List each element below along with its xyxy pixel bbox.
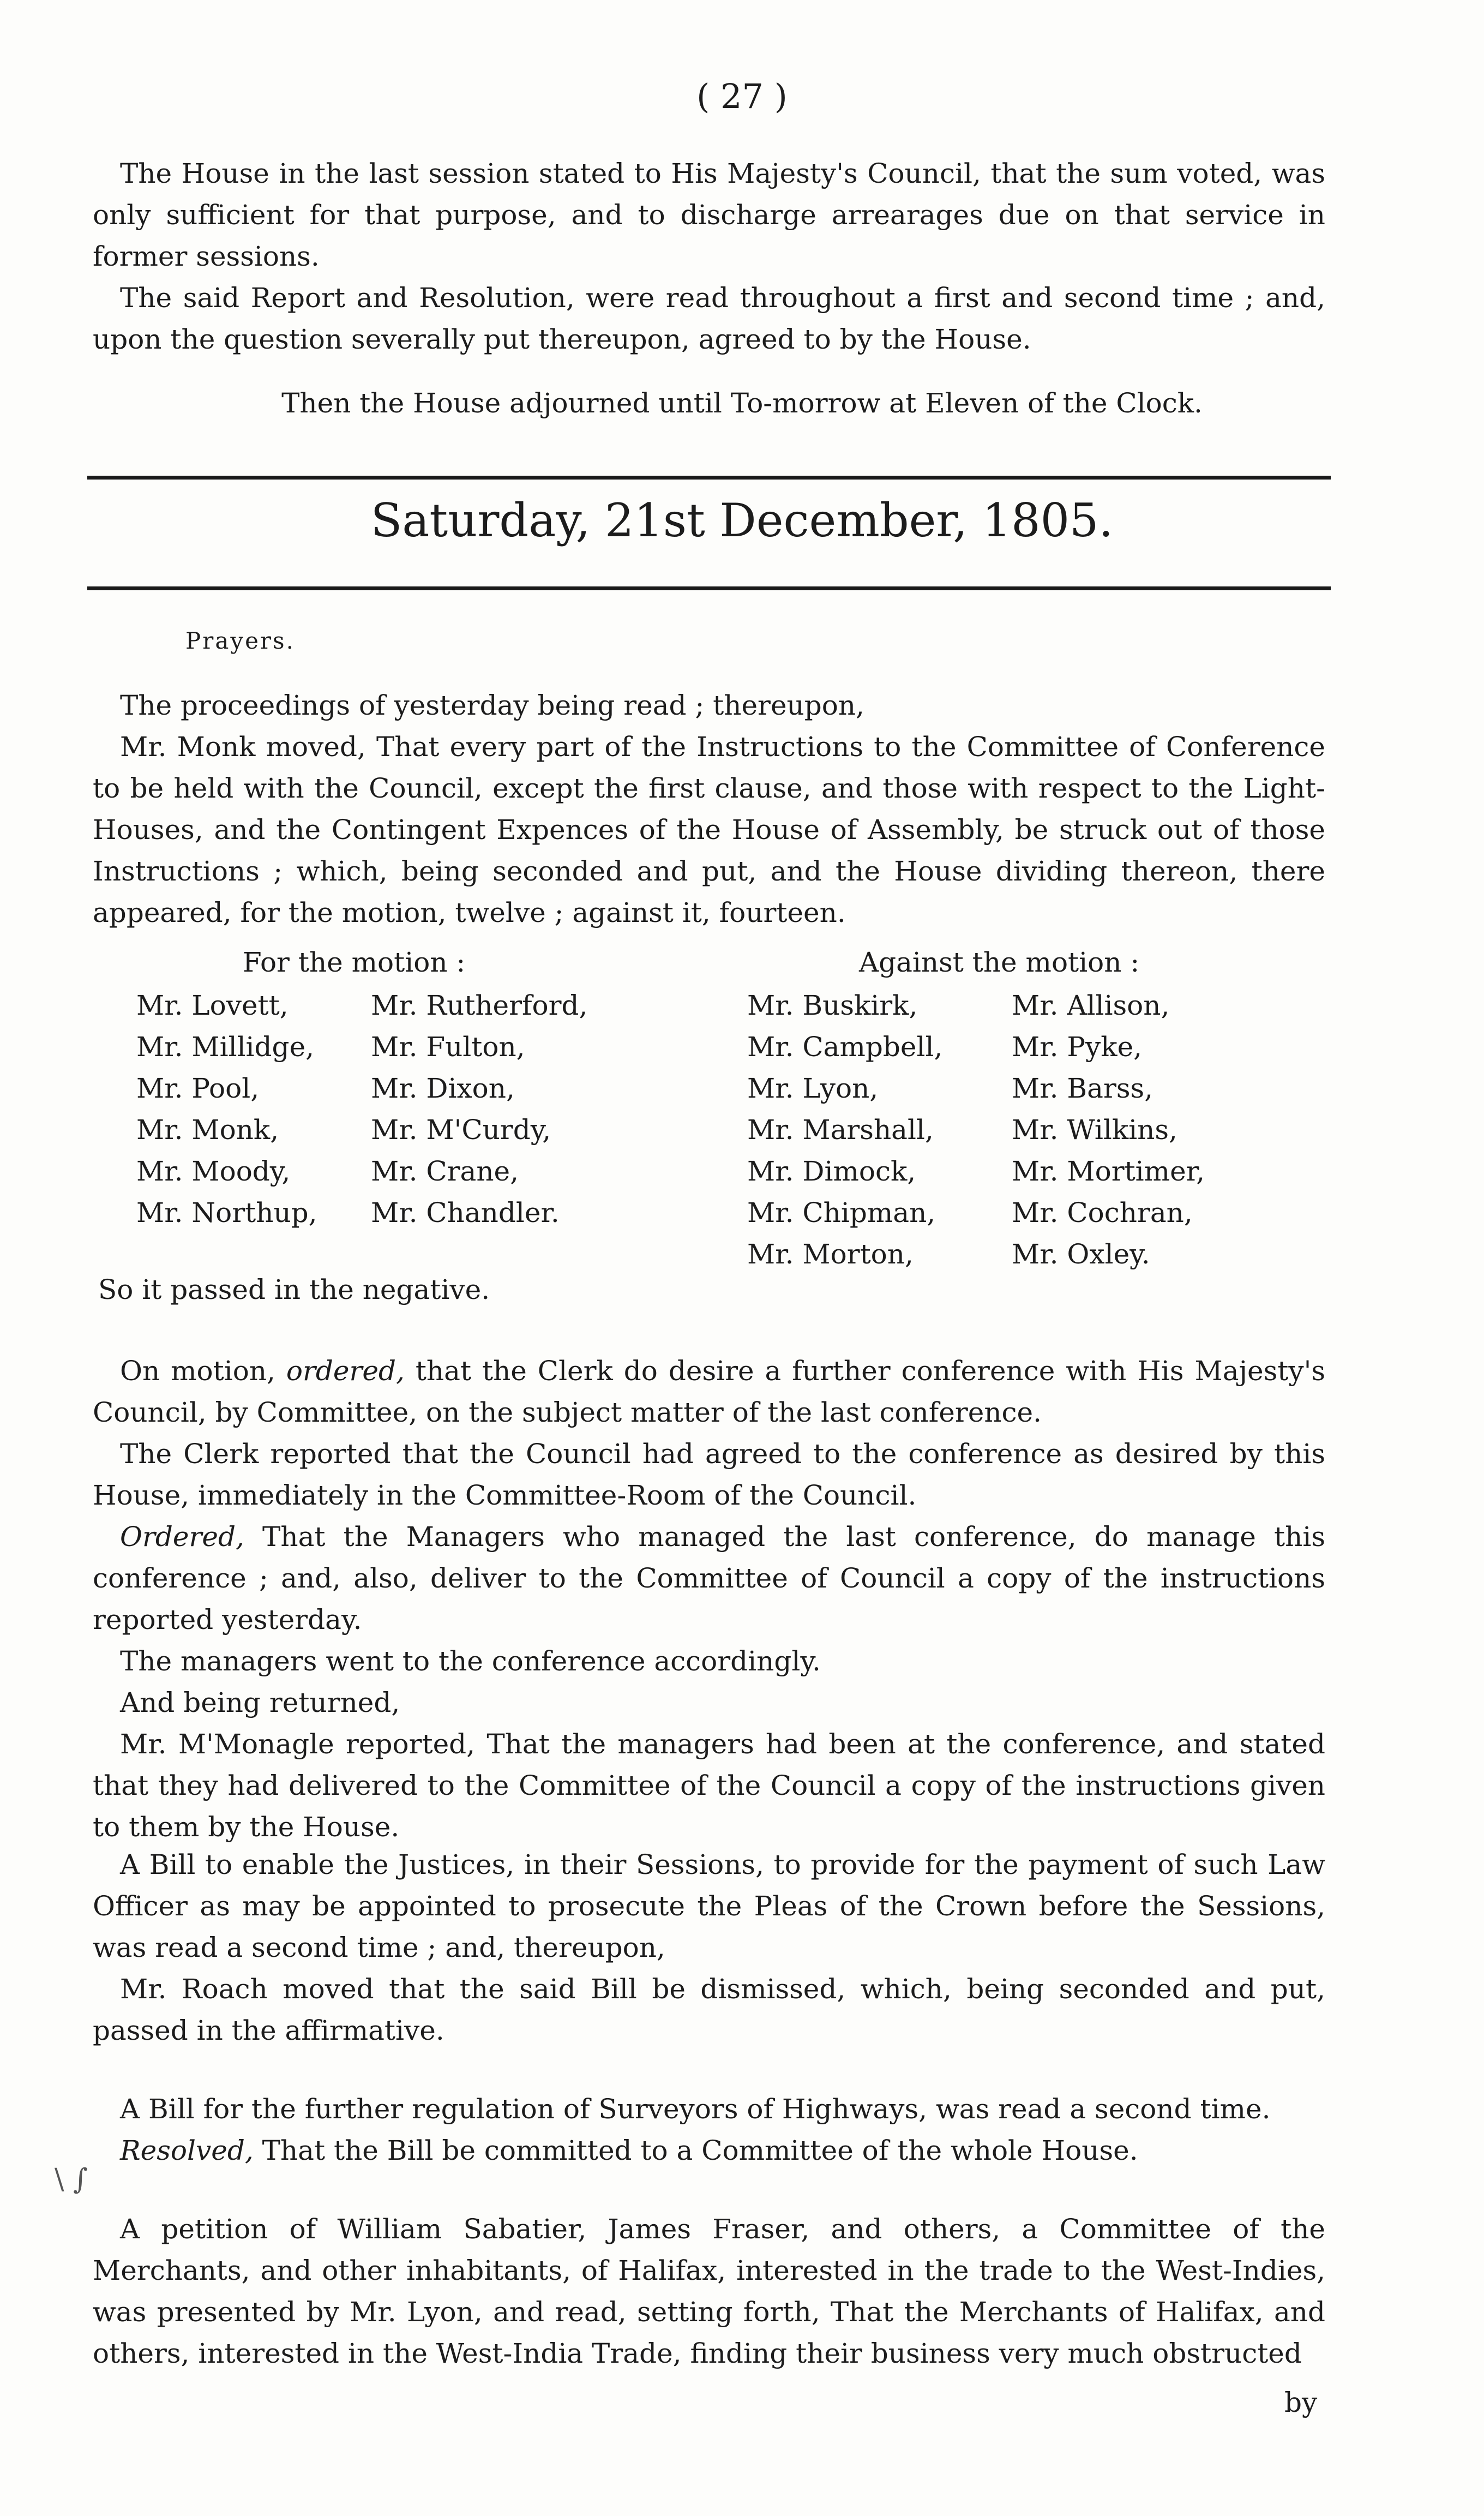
against-column-2: [1012, 985, 1205, 1275]
member-name: Mr. M'Curdy,: [371, 1114, 551, 1146]
catchword: by: [1284, 2387, 1318, 2418]
member-name: Mr. Cochran,: [1012, 1197, 1193, 1229]
paragraph-roach-motion: Mr. Roach moved that the said Bill be dismissed, which, being seconded and put, passed in the affirmative.: [93, 1973, 1325, 2046]
resolved-italic: Resolved,: [120, 2135, 254, 2166]
paragraph-resolved: [93, 2130, 1325, 2171]
member-name: Mr. Morton,: [747, 1238, 914, 1270]
member-name: Mr. Northup,: [136, 1197, 317, 1229]
for-column-1: [136, 985, 317, 1233]
motion-text: that the Clerk do desire a further conference with His Majesty's Council, by Committee, on the subject matter of the last conference.: [93, 1355, 1326, 1428]
paragraph-report-read: The said Report and Resolution, were read throughout a first and second time ; and, upon the question severally put thereupon, agreed to by the House.: [93, 282, 1325, 355]
member-name: Mr. Dixon,: [371, 1073, 515, 1104]
member-name: Mr. Lovett,: [136, 990, 289, 1021]
member-name: Mr. Rutherford,: [371, 990, 588, 1021]
member-name: Mr. Wilkins,: [1012, 1114, 1177, 1146]
ordered-text: That the Managers who managed the last conference, do manage this conference ; and, also, deliver to the Committee of Council a copy of the instructions reported yesterday.: [93, 1521, 1325, 1636]
member-name: Mr. Barss,: [1012, 1073, 1153, 1104]
paragraph-managers-went: The managers went to the conference accordingly.: [120, 1645, 821, 1677]
member-name: Mr. Moody,: [136, 1155, 291, 1187]
negative-result: So it passed in the negative.: [98, 1274, 490, 1305]
paragraph-surveyors-bill: A Bill for the further regulation of Surveyors of Highways, was read a second time.: [120, 2093, 1271, 2125]
member-name: Mr. Allison,: [1012, 990, 1170, 1021]
member-name: Mr. Monk,: [136, 1114, 279, 1146]
paragraph-petition-halifax: A petition of William Sabatier, James Fraser, and others, a Committee of the Merchants, and other inhabitants, of Halifax, interested in the trade to the West-Indies, was presented by Mr. Lyon, and read, setting forth, That the Merchants of Halifax, and others, interested in the West-India Trade, finding their business very much obstructed: [93, 2213, 1325, 2369]
for-motion-label: For the motion :: [243, 947, 466, 978]
bottom-rule: [87, 586, 1331, 590]
resolved-text: That the Bill be committed to a Committee of the whole House.: [253, 2135, 1138, 2166]
top-rule: [87, 476, 1331, 480]
member-name: Mr. Mortimer,: [1012, 1155, 1205, 1187]
paragraph-mmonagle-report: Mr. M'Monagle reported, That the managers had been at the conference, and stated that they had delivered to the Committee of the Council a copy of the instructions given to them by the House.: [93, 1728, 1325, 1843]
against-column-1: [747, 985, 942, 1275]
member-name: Mr. Campbell,: [747, 1031, 943, 1063]
ordered-italic: Ordered,: [120, 1521, 244, 1553]
member-name: Mr. Millidge,: [136, 1031, 315, 1063]
paragraph-ordered-managers: [93, 1516, 1325, 1640]
date-heading: Saturday, 21st December, 1805.: [370, 494, 1114, 547]
member-name: Mr. Oxley.: [1012, 1238, 1150, 1270]
for-column-2: [371, 985, 587, 1233]
prayers-heading: Prayers.: [185, 627, 295, 654]
ordered-italic: ordered,: [286, 1355, 405, 1387]
paragraph-further-conference: [93, 1350, 1325, 1433]
member-name: Mr. Pyke,: [1012, 1031, 1143, 1063]
member-name: Mr. Crane,: [371, 1155, 519, 1187]
member-name: Mr. Fulton,: [371, 1031, 525, 1063]
margin-annotation: \ ∫: [55, 2163, 88, 2196]
member-name: Mr. Dimock,: [747, 1155, 916, 1187]
member-name: Mr. Pool,: [136, 1073, 260, 1104]
paragraph-monk-motion: Mr. Monk moved, That every part of the Instructions to the Committee of Conference to be held with the Council, except the first clause, and those with respect to the Light-Houses, and the Contingent Expences of the House of Assembly, be struck out of those Instructions ; which, being seconded and put, and the House dividing thereon, there appeared, for the motion, twelve ; against it, fourteen.: [93, 731, 1325, 928]
paragraph-council-sum: The House in the last session stated to His Majesty's Council, that the sum voted, was only sufficient for that purpose, and to discharge arrearages due on that service in former sessions.: [93, 158, 1325, 272]
paragraph-justices-bill: A Bill to enable the Justices, in their Sessions, to provide for the payment of such Law Officer as may be appointed to prosecute the Pleas of the Crown before the Sessions, was read a second time ; and, thereupon,: [93, 1849, 1325, 1963]
paragraph-clerk-reported: The Clerk reported that the Council had agreed to the conference as desired by this House, immediately in the Committee-Room of the Council.: [93, 1438, 1325, 1511]
motion-prefix: On motion,: [120, 1355, 286, 1387]
against-motion-label: Against the motion :: [859, 947, 1140, 978]
member-name: Mr. Marshall,: [747, 1114, 934, 1146]
paragraph-being-returned: And being returned,: [120, 1687, 400, 1718]
adjournment-line: Then the House adjourned until To-morrow at Eleven of the Clock.: [281, 387, 1203, 419]
member-name: Mr. Chipman,: [747, 1197, 936, 1229]
member-name: Mr. Chandler.: [371, 1197, 560, 1229]
paragraph-proceedings: The proceedings of yesterday being read ; thereupon,: [120, 690, 864, 721]
member-name: Mr. Lyon,: [747, 1073, 879, 1104]
page-number: ( 27 ): [696, 76, 788, 116]
member-name: Mr. Buskirk,: [747, 990, 918, 1021]
